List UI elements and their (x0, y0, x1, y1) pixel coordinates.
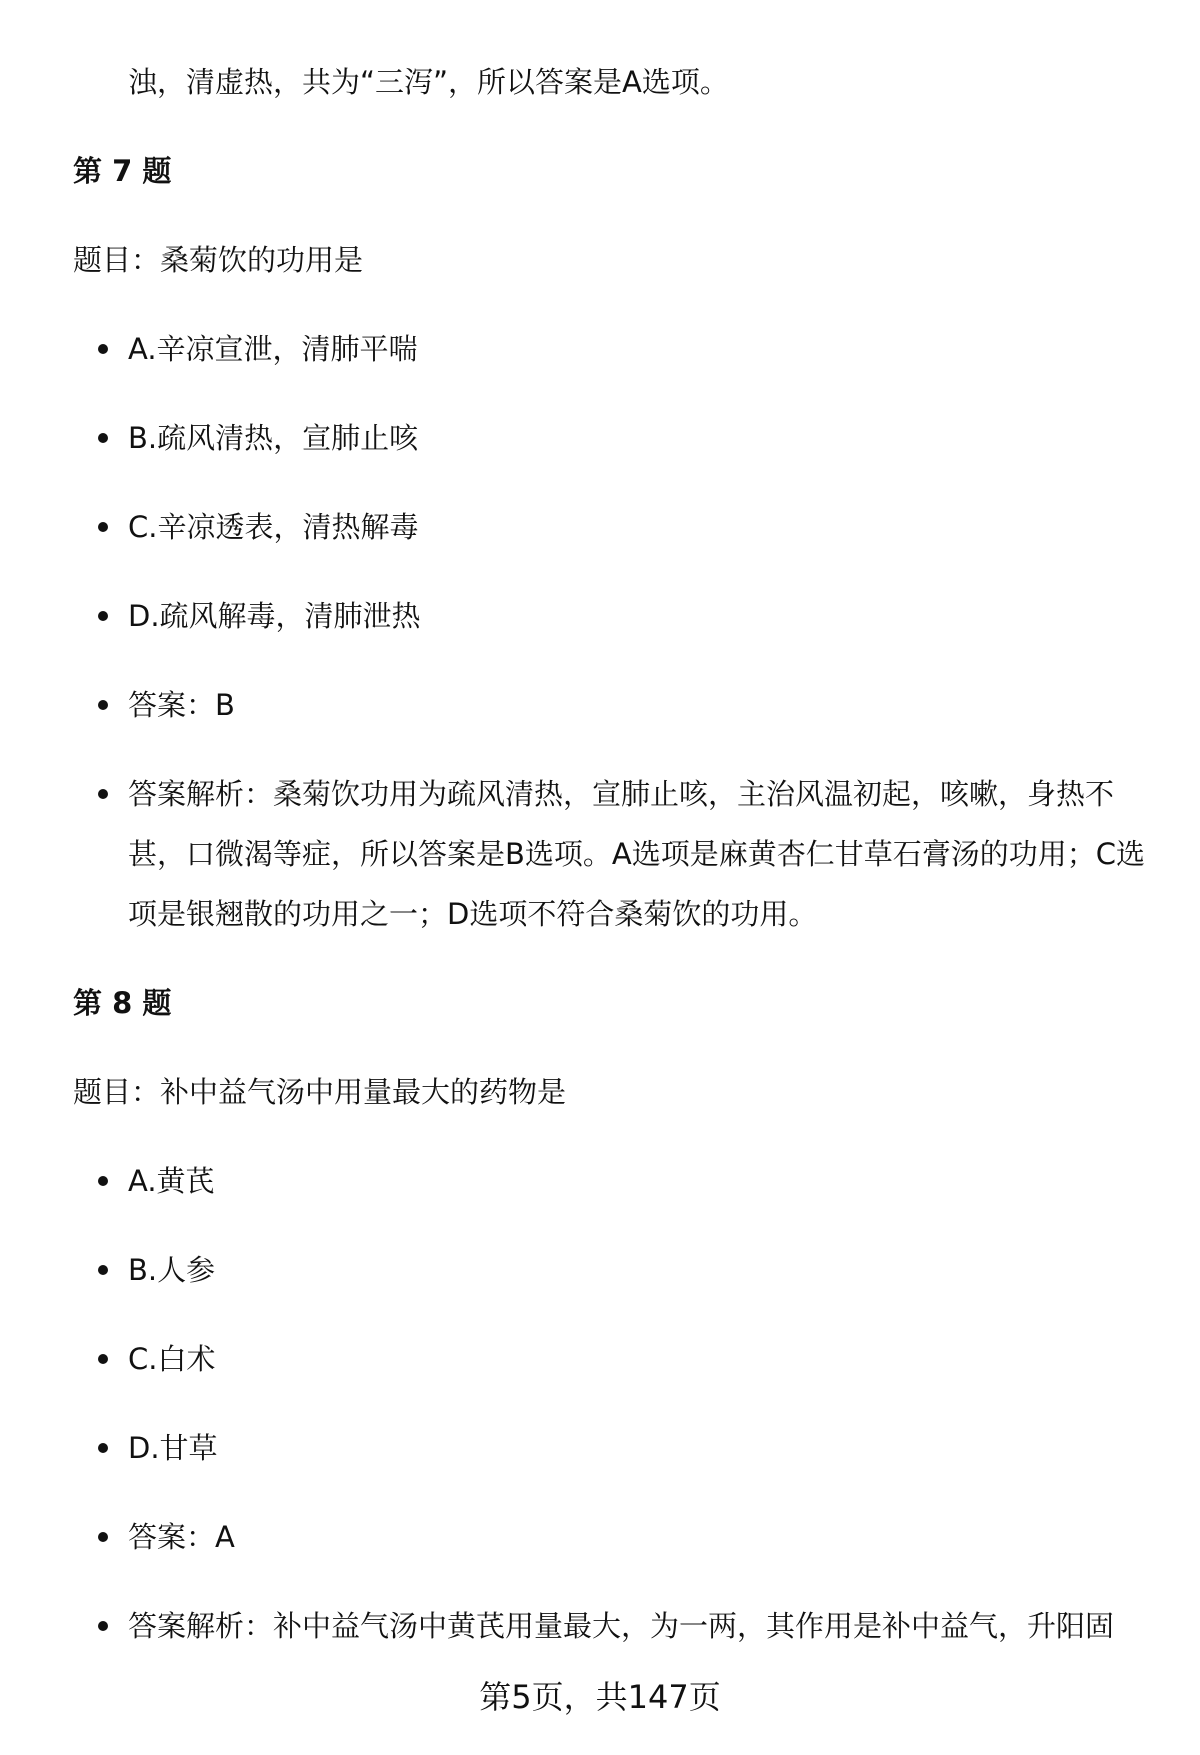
question-8-option-d: D.甘草 (128, 1431, 218, 1465)
question-7-option-d: D.疏风解毒，清肺泄热 (128, 599, 421, 633)
question-8-heading: 第 8 题 (73, 986, 172, 1020)
question-8-answer: 答案：A (128, 1520, 235, 1554)
bullet-icon (98, 1532, 108, 1542)
question-7-answer: 答案：B (128, 688, 235, 722)
question-8-option-a: A.黄芪 (128, 1164, 215, 1198)
question-8-option-c: C.白术 (128, 1342, 216, 1376)
question-7-heading: 第 7 题 (73, 154, 172, 188)
question-8-stem: 题目：补中益气汤中用量最大的药物是 (73, 1075, 567, 1109)
continuation-text: 浊，清虚热，共为“三泻”，所以答案是A选项。 (128, 65, 729, 99)
bullet-icon (98, 1621, 108, 1631)
bullet-icon (98, 700, 108, 710)
page-number-footer: 第5页，共147页 (479, 1678, 721, 1716)
question-7-option-c: C.辛凉透表，清热解毒 (128, 510, 419, 544)
bullet-icon (98, 1443, 108, 1453)
bullet-icon (98, 522, 108, 532)
question-8-option-b: B.人参 (128, 1253, 216, 1287)
bullet-icon (98, 1354, 108, 1364)
question-7-stem: 题目：桑菊饮的功用是 (73, 243, 364, 277)
bullet-icon (98, 1176, 108, 1186)
bullet-icon (98, 433, 108, 443)
question-7-option-b: B.疏风清热，宣肺止咳 (128, 421, 419, 455)
question-8-explanation: 答案解析：补中益气汤中黄芪用量最大，为一两，其作用是补中益气，升阳固 (128, 1609, 1115, 1643)
bullet-icon (98, 1265, 108, 1275)
question-7-explanation: 答案解析：桑菊饮功用为疏风清热，宣肺止咳，主治风温初起，咳嗽，身热不甚，口微渴等症，所以答案是B选项。A选项是麻黄杏仁甘草石膏汤的功用；C选项是银翘散的功用之一；D选项不符合桑菊饮的功用。 (128, 777, 1145, 931)
question-7-option-a: A.辛凉宣泄，清肺平喘 (128, 332, 418, 366)
bullet-icon (98, 344, 108, 354)
bullet-icon (98, 611, 108, 621)
bullet-icon (98, 789, 108, 799)
